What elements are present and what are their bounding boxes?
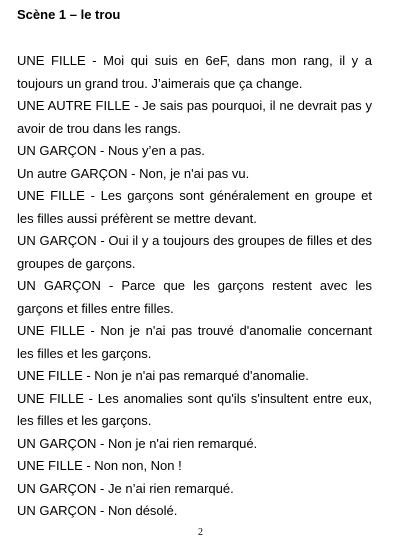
scene-title: Scène 1 – le trou bbox=[17, 7, 121, 22]
dialogue-line: UNE FILLE - Non je n'ai pas remarqué d'anomalie. bbox=[17, 368, 309, 383]
page-number: 2 bbox=[198, 527, 203, 538]
dialogue-line: UN GARÇON - Je n’ai rien remarqué. bbox=[17, 480, 234, 496]
dialogue-line: UNE FILLE - Moi qui suis en 6eF, dans mon rang, il y a toujours un grand trou. J’aimerais que ça change. bbox=[17, 53, 372, 91]
dialogue-block bbox=[17, 50, 372, 523]
dialogue-line: UNE FILLE - Les anomalies sont qu'ils s'insultent entre eux, les filles et les garçons. bbox=[17, 390, 372, 428]
dialogue-line: UNE FILLE - Les garçons sont généralement en groupe et les filles aussi préfèrent se mettre devant. bbox=[17, 188, 372, 226]
dialogue-line: UN GARÇON - Non je n'ai rien remarqué. bbox=[17, 435, 258, 451]
dialogue-line: UN GARÇON - Parce que les garçons restent avec les garçons et filles entre filles. bbox=[17, 278, 372, 316]
dialogue-line: UN GARÇON - Oui il y a toujours des groupes de filles et des groupes de garçons. bbox=[17, 233, 372, 271]
dialogue-line: Un autre GARÇON - Non, je n'ai pas vu. bbox=[17, 165, 250, 181]
dialogue-line: UNE FILLE - Non je n'ai pas trouvé d'anomalie concernant les filles et les garçons. bbox=[17, 323, 372, 361]
dialogue-line: UN GARÇON - Non désolé. bbox=[17, 503, 178, 518]
dialogue-line: UNE AUTRE FILLE - Je sais pas pourquoi, il ne devrait pas y avoir de trou dans les rangs. bbox=[17, 98, 372, 136]
dialogue-line: UNE FILLE - Non non, Non ! bbox=[17, 458, 182, 473]
dialogue-line: UN GARÇON - Nous y’en a pas. bbox=[17, 143, 205, 158]
